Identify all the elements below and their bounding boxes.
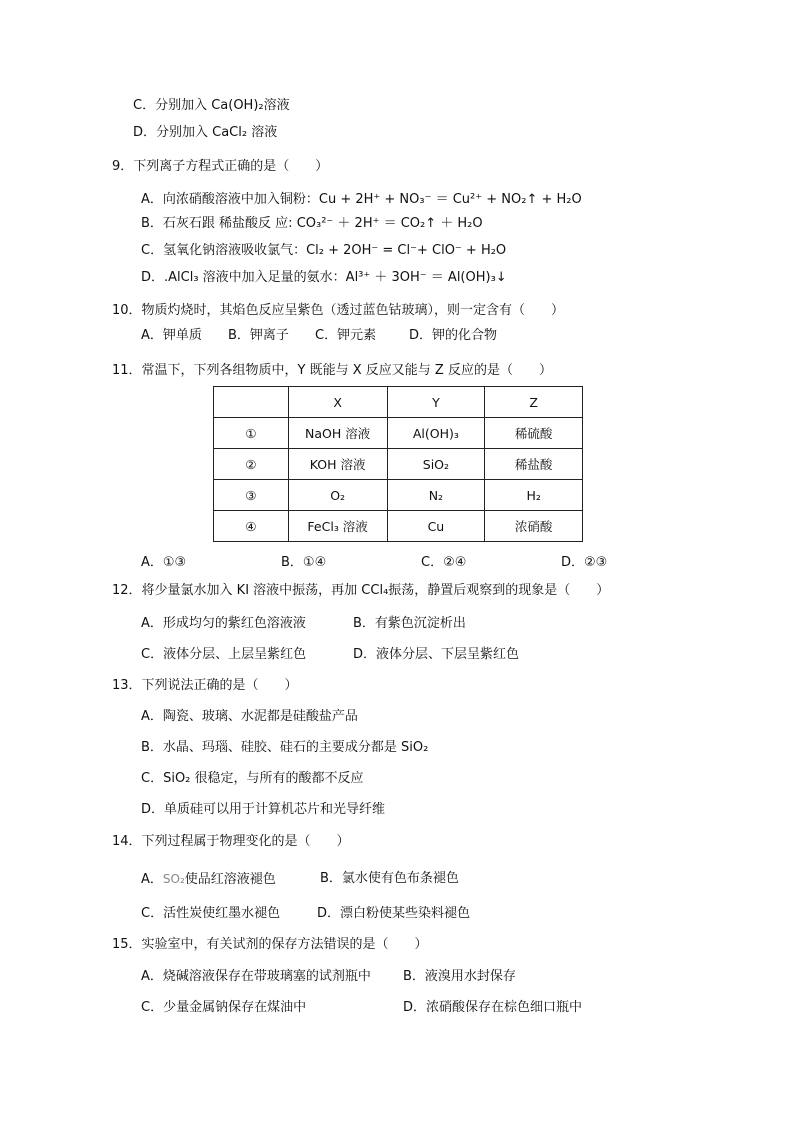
q15-option-d: D．浓硝酸保存在棕色细口瓶中 (403, 1000, 583, 1015)
table-cell: NaOH 溶液 (288, 418, 387, 449)
q9-option-d: D．.AlCl₃ 溶液中加入足量的氨水：Al³⁺ ＋ 3OH⁻ ＝ Al(OH)₃↓ (141, 270, 507, 285)
q12-option-a: A．形成均匀的紫红色溶液液 (141, 616, 306, 631)
q10-option-a: A．钾单质 (141, 328, 202, 343)
q15-option-b: B．液溴用水封保存 (403, 969, 516, 984)
table-cell: 稀硫酸 (485, 418, 583, 449)
table-cell: FeCl₃ 溶液 (288, 511, 387, 542)
q14-option-c: C．活性炭使红墨水褪色 (141, 906, 281, 921)
table-row (214, 418, 583, 449)
q13-option-d: D．单质硅可以用于计算机芯片和光导纤维 (141, 802, 386, 817)
q13-option-c: C．SiO₂ 很稳定，与所有的酸都不反应 (141, 771, 364, 786)
q12-stem: 12．将少量氯水加入 KI 溶液中振荡，再加 CCl₄振荡，静置后观察到的现象是（ ） (112, 583, 610, 598)
q11-table (213, 386, 583, 542)
q10-option-d: D．钾的化合物 (409, 328, 498, 343)
q15-stem: 15．实验室中，有关试剂的保存方法错误的是（ ） (112, 937, 428, 952)
q11-option-a: A．①③ (141, 555, 187, 570)
q13-stem: 13．下列说法正确的是（ ） (112, 678, 298, 693)
q14-stem: 14．下列过程属于物理变化的是（ ） (112, 834, 350, 849)
q12-option-d: D．液体分层、下层呈紫红色 (353, 647, 520, 662)
table-cell: KOH 溶液 (288, 449, 387, 480)
table-cell: Al(OH)₃ (387, 418, 485, 449)
q9-option-c: C．氢氧化钠溶液吸收氯气：Cl₂ + 2OH⁻ = Cl⁻+ ClO⁻ + H₂O (141, 243, 507, 258)
q14-option-b: B．氯水使有色布条褪色 (320, 871, 459, 886)
q10-stem: 10．物质灼烧时，其焰色反应呈紫色（透过蓝色钴玻璃），则一定含有（ ） (112, 303, 565, 318)
q9-stem: 9．下列离子方程式正确的是（ ） (112, 159, 329, 174)
table-header-cell (214, 387, 289, 418)
q13-option-a: A．陶瓷、玻璃、水泥都是硅酸盐产品 (141, 709, 358, 724)
table-cell: O₂ (288, 480, 387, 511)
table-header-row (214, 387, 583, 418)
q14-option-a-prefix: A． (141, 872, 163, 887)
q9-option-b: B．石灰石跟 稀盐酸反 应: CO₃²⁻ ＋ 2H⁺ ＝ CO₂↑ ＋ H₂O (141, 216, 483, 231)
table-cell: Cu (387, 511, 485, 542)
table-cell: ② (214, 449, 289, 480)
q14-option-a-so2: SO₂ (162, 872, 185, 886)
q11-option-c: C．②④ (421, 555, 467, 570)
q14-option-d: D．漂白粉使某些染料褪色 (317, 906, 471, 921)
table-cell: N₂ (387, 480, 485, 511)
table-row (214, 449, 583, 480)
table-row (214, 480, 583, 511)
table-cell: 稀盐酸 (485, 449, 583, 480)
q11-option-d: D．②③ (561, 555, 608, 570)
q13-option-b: B．水晶、玛瑙、硅胶、硅石的主要成分都是 SiO₂ (141, 740, 429, 755)
q9-option-a: A．向浓硝酸溶液中加入铜粉：Cu + 2H⁺ + NO₃⁻ ＝ Cu²⁺ + NO₂↑ + H₂O (141, 192, 582, 207)
table-cell: H₂ (485, 480, 583, 511)
table-cell: ① (214, 418, 289, 449)
q15-option-c: C．少量金属钠保存在煤油中 (141, 1000, 307, 1015)
q15-option-a: A．烧碱溶液保存在带玻璃塞的试剂瓶中 (141, 969, 371, 984)
q10-option-b: B．钾离子 (228, 328, 289, 343)
table-cell: SiO₂ (387, 449, 485, 480)
q11-stem: 11．常温下，下列各组物质中，Y 既能与 X 反应又能与 Z 反应的是（ ） (112, 363, 552, 378)
table-header-cell: Z (485, 387, 583, 418)
table-cell: ④ (214, 511, 289, 542)
q8-option-d: D．分别加入 CaCl₂ 溶液 (133, 125, 278, 140)
q12-option-b: B．有紫色沉淀析出 (353, 616, 466, 631)
table-cell: ③ (214, 480, 289, 511)
q14-option-a-text: 使品红溶液褪色 (184, 872, 276, 887)
table-header-cell: Y (387, 387, 485, 418)
table-row (214, 511, 583, 542)
q10-option-c: C．钾元素 (315, 328, 377, 343)
q8-option-c: C．分别加入 Ca(OH)₂溶液 (133, 98, 290, 113)
table-header-cell: X (288, 387, 387, 418)
q11-option-b: B．①④ (281, 555, 327, 570)
q12-option-c: C．液体分层、上层呈紫红色 (141, 647, 307, 662)
q14-option-a (141, 870, 276, 889)
table-cell: 浓硝酸 (485, 511, 583, 542)
